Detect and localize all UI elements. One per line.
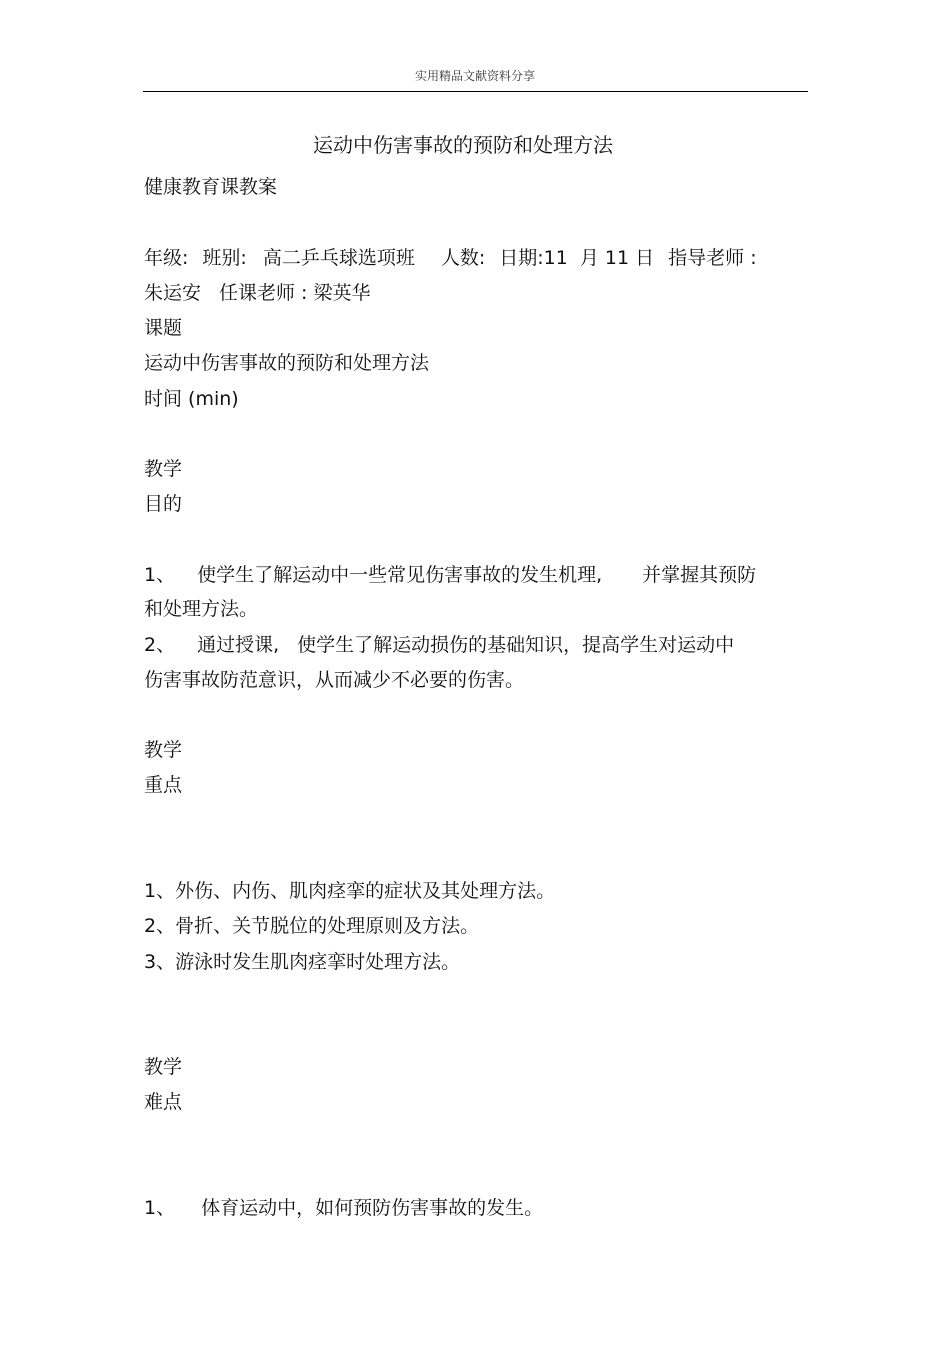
teacher-field: 任课老师 : 梁英华 — [219, 282, 371, 304]
list-number: 2、 — [144, 634, 176, 656]
purpose-item: 2、 通过授课, 使学生了解运动损伤的基础知识，提高学生对运动中 — [144, 634, 735, 656]
purpose-item-continuation: 和处理方法。 — [144, 598, 259, 620]
key-point-item: 3、游泳时发生肌肉痉挛时处理方法。 — [144, 951, 461, 973]
grade-label: 年级: — [144, 247, 189, 269]
key-label-1: 教学 — [144, 739, 183, 761]
document-subtitle: 健康教育课教案 — [144, 176, 278, 198]
date-field: 日期:11 月 11 日 — [499, 247, 655, 269]
list-number: 1、 — [144, 564, 176, 586]
purpose-label-2: 目的 — [144, 493, 183, 515]
topic-value: 运动中伤害事故的预防和处理方法 — [144, 352, 430, 374]
class-label: 班别: — [202, 247, 247, 269]
difficulty-item: 1、 体育运动中，如何预防伤害事故的发生。 — [144, 1197, 544, 1219]
key-point-item: 2、骨折、关节脱位的处理原则及方法。 — [144, 915, 480, 937]
supervisor-name: 朱运安 — [144, 282, 202, 304]
key-label-2: 重点 — [144, 774, 183, 796]
difficulty-label-1: 教学 — [144, 1056, 183, 1078]
purpose-item-continuation: 伤害事故防范意识，从而减少不必要的伤害。 — [144, 669, 525, 691]
difficulty-label-2: 难点 — [144, 1091, 183, 1113]
supervisor-label: 指导老师 : — [668, 247, 757, 269]
page-header: 实用精品文献资料分享 — [414, 69, 535, 83]
purpose-label-1: 教学 — [144, 458, 183, 480]
header-divider — [143, 91, 808, 92]
class-value: 高二乒乓球选项班 — [262, 247, 415, 269]
purpose-item: 1、 使学生了解运动中一些常见伤害事故的发生机理, 并掌握其预防 — [144, 564, 757, 586]
list-number: 1、 — [144, 1197, 176, 1219]
info-line-1 — [144, 246, 757, 270]
topic-label: 课题 — [144, 317, 183, 339]
document-title: 运动中伤害事故的预防和处理方法 — [313, 133, 613, 157]
time-label: 时间 (min) — [144, 388, 239, 410]
student-count-label: 人数: — [440, 247, 486, 269]
info-line-2 — [144, 281, 371, 305]
key-point-item: 1、外伤、内伤、肌肉痉挛的症状及其处理方法。 — [144, 880, 556, 902]
